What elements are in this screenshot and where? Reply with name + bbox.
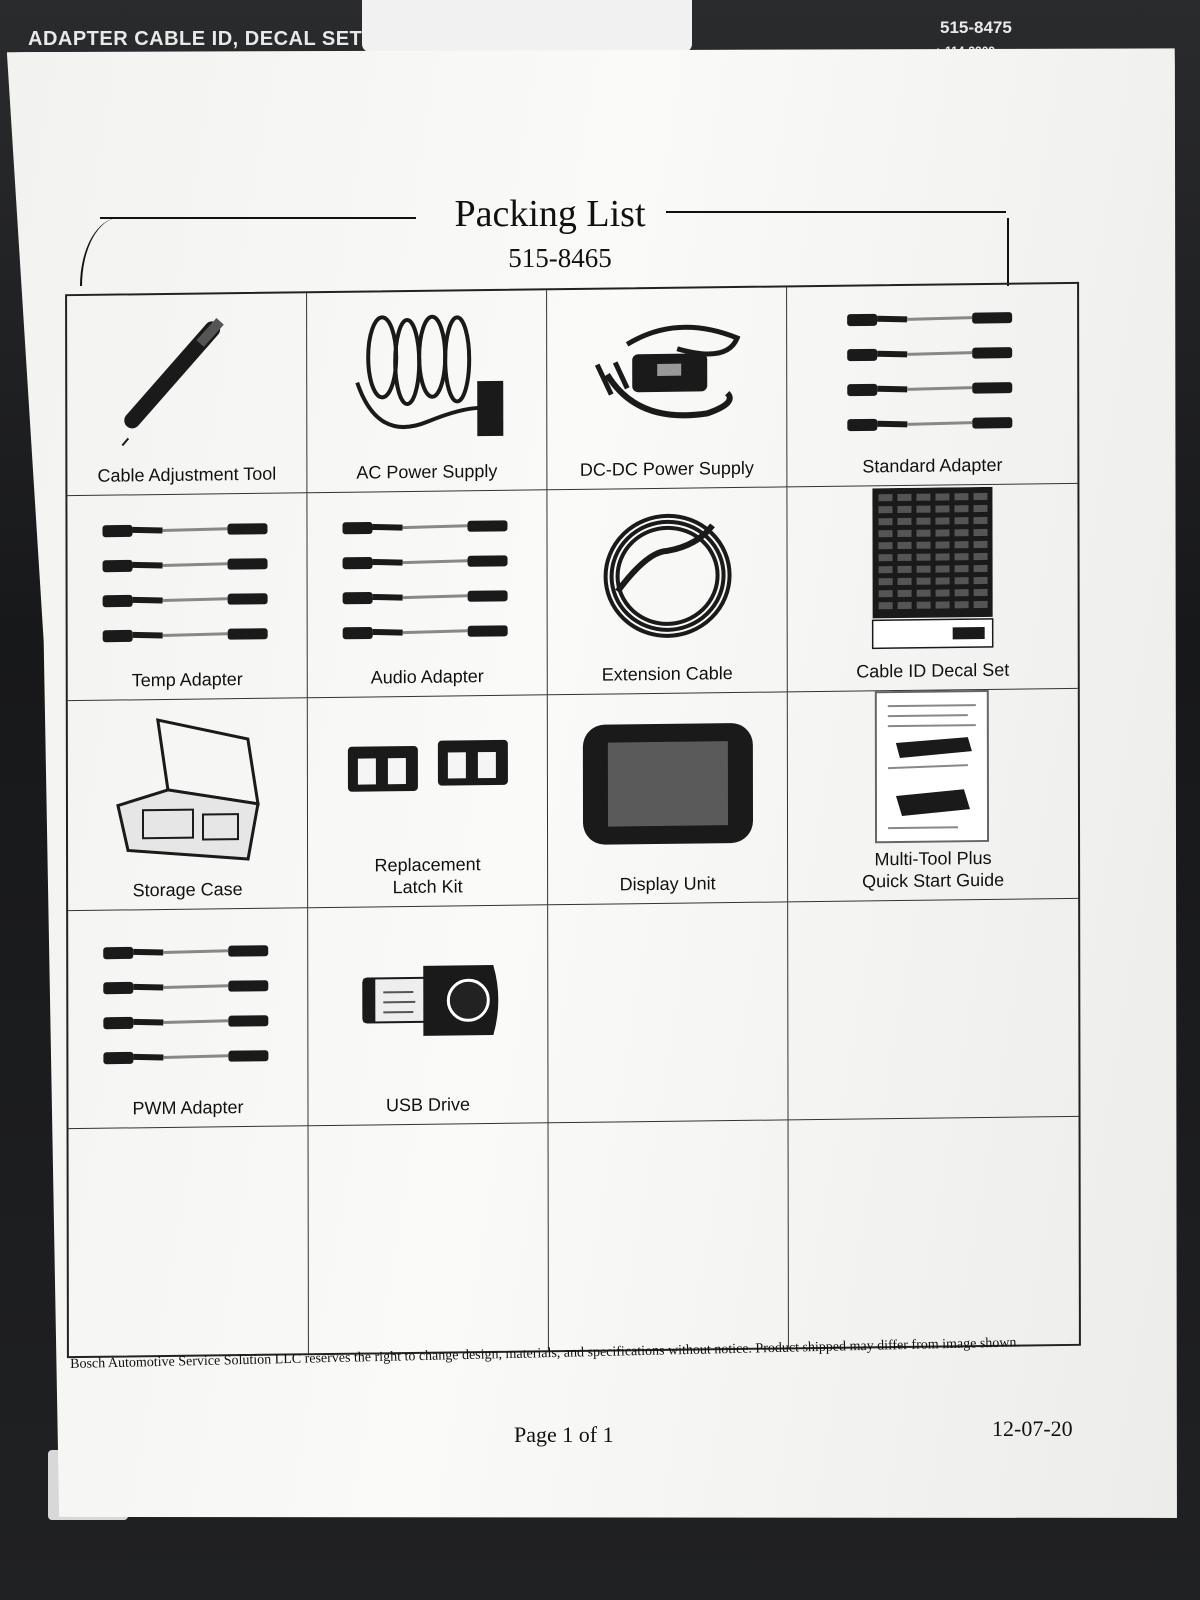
header-rule-right	[666, 211, 1006, 213]
coiled-cable-icon	[547, 487, 786, 664]
adapter-cables-icon	[787, 284, 1077, 457]
empty-cell	[549, 1120, 789, 1350]
latch-kit-icon	[308, 695, 547, 855]
empty-cell	[69, 1126, 309, 1356]
item-cell	[787, 484, 1077, 693]
disclaimer: Bosch Automotive Service Solution LLC reserves the right to change design, materials, and specifications without notice. Product shipped may differ from image shown.	[70, 1335, 1021, 1372]
packing-list-header	[80, 188, 1010, 288]
header-rule-left	[100, 217, 416, 219]
empty-cell	[789, 1117, 1079, 1348]
item-cell	[307, 290, 547, 493]
power-cords-icon	[307, 290, 546, 462]
item-cell	[788, 689, 1078, 903]
item-label: Storage Case	[132, 879, 243, 901]
item-label: USB Drive	[385, 1094, 471, 1116]
item-cell	[787, 284, 1077, 488]
item-label: Cable ID Decal Set	[856, 659, 1010, 682]
adapter-cables-icon	[307, 490, 546, 667]
items-grid	[65, 282, 1081, 1358]
item-cell	[68, 698, 308, 911]
empty-cell	[788, 899, 1078, 1121]
item-label: Cable Adjustment Tool	[97, 463, 277, 486]
bag-title: ADAPTER CABLE ID, DECAL SET	[28, 28, 363, 50]
empty-cell	[548, 902, 788, 1123]
decal-sheet-icon	[787, 484, 1077, 662]
item-label: DC-DC Power Supply	[579, 457, 754, 480]
item-cell	[547, 487, 787, 695]
item-label: Standard Adapter	[862, 454, 1003, 477]
item-label: AC Power Supply	[356, 460, 498, 483]
item-cell	[548, 692, 788, 905]
power-brick-icon	[547, 287, 786, 459]
document-date: 12-07-20	[992, 1416, 1073, 1441]
display-unit-icon	[548, 692, 787, 874]
page-number: Page 1 of 1	[514, 1422, 614, 1447]
item-label: Replacement Latch Kit	[374, 854, 481, 898]
adapter-cables-icon	[68, 908, 307, 1098]
empty-cell	[309, 1123, 549, 1353]
item-cell	[308, 905, 548, 1126]
adapter-cables-icon	[67, 493, 306, 670]
item-cell	[67, 293, 307, 496]
item-label: PWM Adapter	[132, 1097, 244, 1119]
guide-document-icon	[788, 686, 1078, 850]
packing-list-number: 515-8465	[508, 243, 612, 273]
storage-case-icon	[68, 698, 307, 880]
item-label: Extension Cable	[601, 663, 733, 685]
item-label: Temp Adapter	[131, 669, 243, 691]
bag-part-number: 515-8475	[940, 18, 1012, 37]
item-cell	[308, 695, 548, 908]
item-cell	[67, 493, 307, 701]
item-label: Multi-Tool Plus Quick Start Guide	[862, 847, 1005, 892]
page-title: Packing List	[454, 193, 646, 235]
item-cell	[307, 490, 547, 698]
item-label: Display Unit	[619, 873, 716, 895]
usb-drive-icon	[308, 905, 547, 1095]
item-label: Audio Adapter	[370, 666, 484, 688]
item-cell	[547, 287, 787, 490]
pen-tool-icon	[67, 293, 306, 465]
item-cell	[68, 908, 308, 1129]
